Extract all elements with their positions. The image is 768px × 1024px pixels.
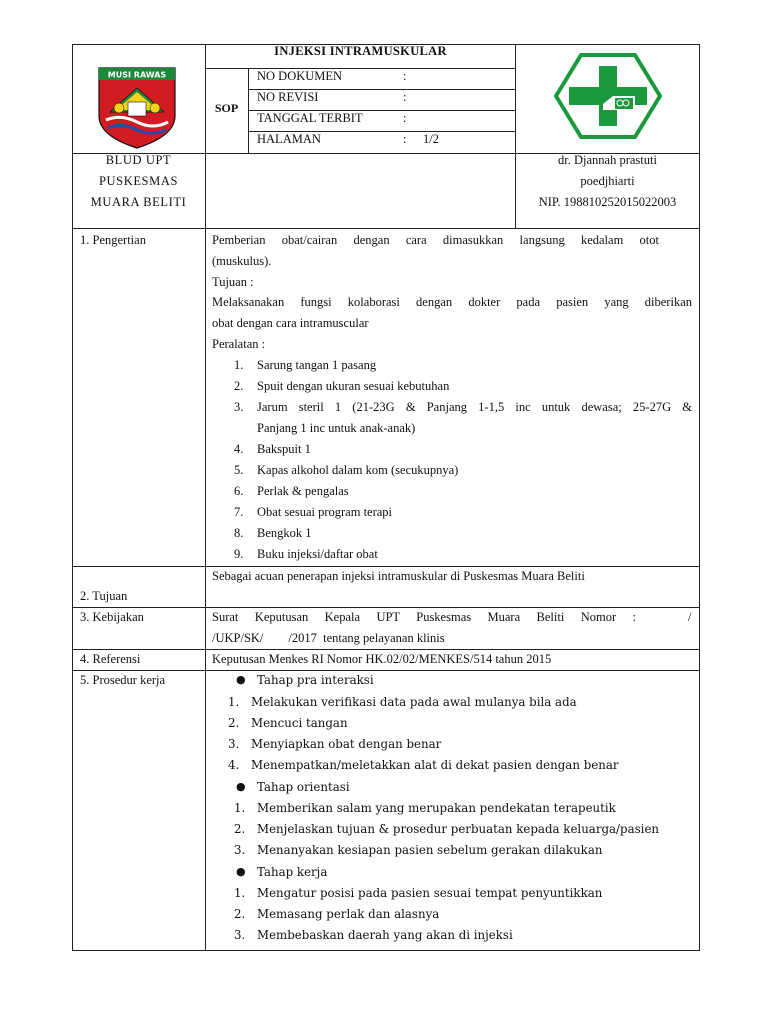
- tujuan-line-1: Melaksanakan fungsi kolaborasi dengan dokter pada pasien yang diberikan: [212, 295, 692, 309]
- label-kebijakan: 3. Kebijakan: [80, 610, 144, 624]
- meta-sep: :: [403, 69, 407, 83]
- step-text: Mencuci tangan: [251, 716, 348, 730]
- puskesmas-logo: [553, 52, 663, 140]
- pengertian-line-1: Pemberian obat/cairan dengan cara dimasukkan langsung kedalam otot: [212, 233, 659, 247]
- meta-label-no-dokumen: NO DOKUMEN: [257, 69, 343, 83]
- list-item: Perlak & pengalas: [257, 484, 349, 498]
- step-number: 3.: [234, 928, 246, 942]
- step-text: Membebaskan daerah yang akan di injeksi: [257, 928, 513, 942]
- meta-sep: :: [403, 90, 407, 104]
- step-text: Menjelaskan tujuan & prosedur perbuatan kepada keluarga/pasien: [257, 822, 660, 836]
- meta-sep: :: [403, 111, 407, 125]
- list-item: Buku injeksi/daftar obat: [257, 547, 378, 561]
- border-bottom: [72, 950, 700, 951]
- group-title: Tahap kerja: [257, 865, 328, 879]
- list-item: Kapas alkohol dalam kom (secukupnya): [257, 463, 459, 477]
- step-number: 1.: [234, 801, 246, 815]
- label-referensi: 4. Referensi: [80, 652, 141, 666]
- list-item: Obat sesuai program terapi: [257, 505, 393, 519]
- tujuan-text: Sebagai acuan penerapan injeksi intramuskular di Puskesmas Muara Beliti: [212, 569, 585, 583]
- kebijakan-line-2: /UKP/SK/ /2017 tentang pelayanan klinis: [212, 631, 445, 645]
- row-line-3: [72, 607, 700, 608]
- list-number: 5.: [234, 463, 244, 477]
- list-number: 2.: [234, 379, 244, 393]
- label-pengertian: 1. Pengertian: [80, 233, 146, 247]
- musi-rawas-emblem: [96, 64, 178, 150]
- group-title: Tahap pra interaksi: [257, 673, 374, 687]
- divider-col1: [205, 44, 206, 951]
- sop-label: SOP: [214, 101, 239, 115]
- pengertian-line-2: (muskulus).: [212, 254, 272, 268]
- step-text: Menanyakan kesiapan pasien sebelum gerakan dilakukan: [257, 843, 603, 857]
- row-line-5: [72, 670, 700, 671]
- kebijakan-line-1: Surat Keputusan Kepala UPT Puskesmas Muara Beliti Nomor :: [212, 610, 636, 624]
- row-line-2: [72, 566, 700, 567]
- tujuan-line-2: obat dengan cara intramuscular: [212, 316, 369, 330]
- step-number: 2.: [234, 822, 246, 836]
- list-item: Bengkok 1: [257, 526, 312, 540]
- label-tujuan: 2. Tujuan: [80, 589, 128, 603]
- divider-sop: [248, 68, 249, 154]
- step-number: 3.: [228, 737, 240, 751]
- org-line-1: BLUD UPT: [105, 153, 172, 167]
- meta-label-halaman: HALAMAN: [257, 132, 321, 146]
- list-number: 1.: [234, 358, 244, 372]
- meta-sep: :: [403, 132, 407, 146]
- bullet-icon: ●: [236, 673, 246, 686]
- group-title: Tahap orientasi: [257, 780, 350, 794]
- meta-value-halaman: 1/2: [423, 132, 439, 146]
- referensi-text: Keputusan Menkes RI Nomor HK.02/02/MENKES/514 tahun 2015: [212, 652, 552, 666]
- bullet-icon: ●: [236, 865, 246, 878]
- step-number: 2.: [228, 716, 240, 730]
- document-title: INJEKSI INTRAMUSKULAR: [274, 44, 447, 58]
- list-item: Sarung tangan 1 pasang: [257, 358, 377, 372]
- signer-name-1: dr. Djannah prastuti: [558, 153, 657, 167]
- step-number: 3.: [234, 843, 246, 857]
- meta-label-tanggal-terbit: TANGGAL TERBIT: [257, 111, 363, 125]
- list-item: Bakspuit 1: [257, 442, 311, 456]
- peralatan-label: Peralatan :: [212, 337, 266, 351]
- row-line-4: [72, 649, 700, 650]
- step-text: Menyiapkan obat dengan benar: [251, 737, 442, 751]
- signer-nip: NIP. 198810252015022003: [538, 195, 677, 209]
- tujuan-label: Tujuan :: [212, 275, 254, 289]
- row-line-1: [72, 228, 700, 229]
- list-number: 9.: [234, 547, 244, 561]
- step-text: Melakukan verifikasi data pada awal mulanya bila ada: [251, 695, 577, 709]
- list-item-continued: Panjang 1 inc untuk anak-anak): [257, 421, 416, 435]
- step-text: Mengatur posisi pada pasien sesuai tempat penyuntikkan: [257, 886, 603, 900]
- step-number: 1.: [234, 886, 246, 900]
- step-number: 2.: [234, 907, 246, 921]
- list-number: 7.: [234, 505, 244, 519]
- list-number: 3.: [234, 400, 244, 414]
- emblem-text: MUSI RAWAS: [107, 70, 167, 80]
- step-text: Menempatkan/meletakkan alat di dekat pasien dengan benar: [251, 758, 619, 772]
- signer-name-2: poedjhiarti: [580, 174, 635, 188]
- step-number: 1.: [228, 695, 240, 709]
- bullet-icon: ●: [236, 780, 246, 793]
- list-number: 8.: [234, 526, 244, 540]
- step-text: Memasang perlak dan alasnya: [257, 907, 440, 921]
- meta-label-no-revisi: NO REVISI: [257, 90, 319, 104]
- kebijakan-line-1-end: /: [688, 610, 692, 624]
- list-item: Jarum steril 1 (21-23G & Panjang 1-1,5 inc untuk dewasa; 25-27G &: [257, 400, 692, 414]
- list-number: 6.: [234, 484, 244, 498]
- list-number: 4.: [234, 442, 244, 456]
- org-line-2: PUSKESMAS: [98, 174, 179, 188]
- label-prosedur: 5. Prosedur kerja: [80, 673, 166, 687]
- title-underline: [205, 68, 516, 69]
- list-item: Spuit dengan ukuran sesuai kebutuhan: [257, 379, 450, 393]
- step-text: Memberikan salam yang merupakan pendekatan terapeutik: [257, 801, 616, 815]
- org-line-3: MUARA BELITI: [90, 195, 187, 209]
- step-number: 4.: [228, 758, 240, 772]
